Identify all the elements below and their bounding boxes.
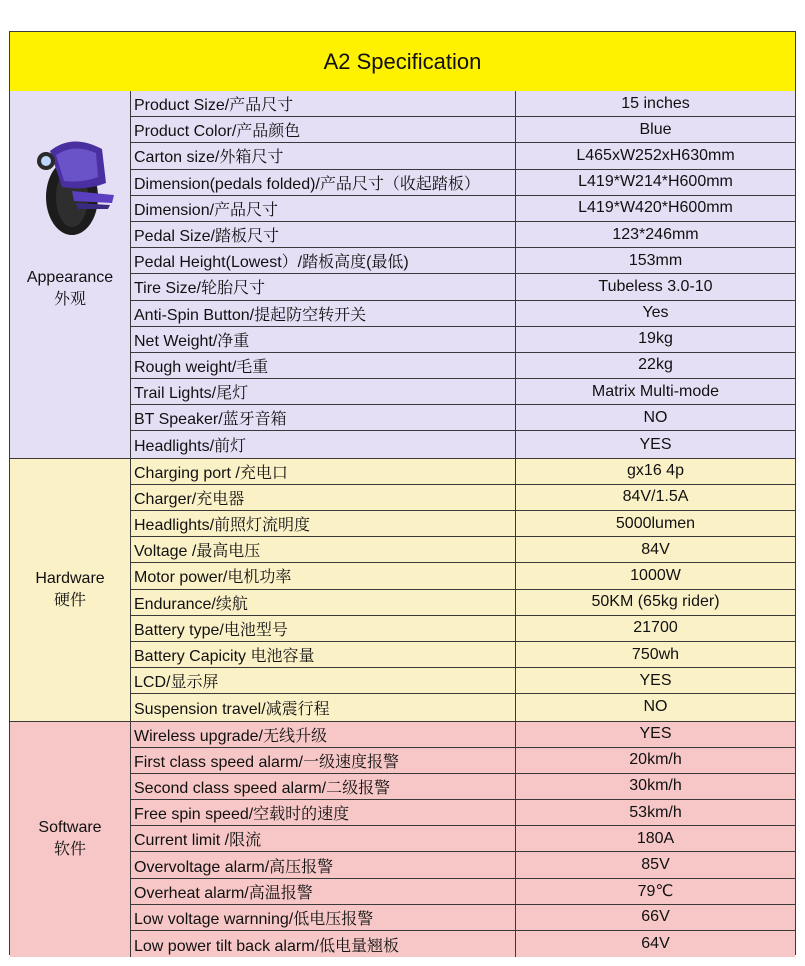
- property-label: Charging port /充电口: [131, 459, 516, 484]
- table-row: [131, 274, 795, 300]
- property-label: Motor power/电机功率: [131, 563, 516, 588]
- table-row: [131, 143, 795, 169]
- table-row: [131, 431, 795, 457]
- property-label: Second class speed alarm/二级报警: [131, 774, 516, 799]
- property-value: 19kg: [638, 330, 673, 348]
- property-label: Pedal Size/踏板尺寸: [131, 222, 516, 247]
- property-value: Blue: [639, 120, 672, 138]
- category-label-en: Hardware: [35, 569, 105, 587]
- table-row: [131, 931, 795, 957]
- property-value: YES: [639, 435, 672, 453]
- category-label-zh: 硬件: [53, 591, 86, 609]
- property-value: Tubeless 3.0-10: [598, 277, 713, 295]
- spec-table: [9, 31, 796, 955]
- property-label: Dimension/产品尺寸: [131, 196, 516, 221]
- table-row: [131, 722, 795, 748]
- property-value: 21700: [633, 619, 678, 637]
- property-label: Rough weight/毛重: [131, 353, 516, 378]
- section-rows: [131, 722, 795, 958]
- property-label: Dimension(pedals folded)/产品尺寸（收起踏板）: [131, 170, 516, 195]
- table-row: [131, 642, 795, 668]
- table-row: [131, 748, 795, 774]
- table-row: [131, 800, 795, 826]
- section-hardware: [10, 459, 795, 722]
- property-label: Headlights/前照灯流明度: [131, 511, 516, 536]
- property-label: Overheat alarm/高温报警: [131, 879, 516, 904]
- section-software: [10, 722, 795, 958]
- table-row: [131, 563, 795, 589]
- property-label: Battery type/电池型号: [131, 616, 516, 641]
- table-row: [131, 485, 795, 511]
- property-value: 5000lumen: [615, 514, 696, 532]
- section-rows: [131, 91, 795, 458]
- table-row: [131, 196, 795, 222]
- section-appearance: [10, 91, 795, 459]
- table-row: [131, 668, 795, 694]
- property-value: NO: [643, 408, 668, 426]
- property-label: Battery Capicity 电池容量: [131, 642, 516, 667]
- property-label: Low voltage warnning/低电压报警: [131, 905, 516, 930]
- property-label: Current limit /限流: [131, 826, 516, 851]
- property-label: Charger/充电器: [131, 485, 516, 510]
- property-value: 180A: [636, 829, 675, 847]
- property-label: Pedal Height(Lowest）/踏板高度(最低): [131, 248, 516, 273]
- table-row: [131, 379, 795, 405]
- table-row: [131, 301, 795, 327]
- table-row: [131, 511, 795, 537]
- table-row: [131, 694, 795, 720]
- table-row: [131, 353, 795, 379]
- property-label: Overvoltage alarm/高压报警: [131, 852, 516, 877]
- table-row: [131, 616, 795, 642]
- spec-grid: [10, 91, 795, 957]
- property-value: 64V: [641, 935, 670, 953]
- property-value: 30km/h: [629, 777, 682, 795]
- property-label: Wireless upgrade/无线升级: [131, 722, 516, 747]
- category-software: [10, 722, 131, 958]
- property-value: 66V: [641, 908, 670, 926]
- table-row: [131, 222, 795, 248]
- table-row: [131, 91, 795, 117]
- table-row: [131, 170, 795, 196]
- table-row: [131, 774, 795, 800]
- table-row: [131, 248, 795, 274]
- section-rows: [131, 459, 795, 721]
- property-value: gx16 4p: [627, 462, 684, 480]
- category-label-en: Appearance: [26, 269, 114, 287]
- property-label: Carton size/外箱尺寸: [131, 143, 516, 168]
- property-value: L419*W420*H600mm: [578, 199, 733, 217]
- property-label: Suspension travel/减震行程: [131, 694, 516, 720]
- category-label-zh: 软件: [53, 841, 86, 859]
- table-row: [131, 852, 795, 878]
- table-row: [131, 590, 795, 616]
- property-value: L465xW252xH630mm: [576, 146, 735, 164]
- property-value: YES: [639, 725, 672, 743]
- table-row: [131, 537, 795, 563]
- property-label: Low power tilt back alarm/低电量翘板: [131, 931, 516, 957]
- property-value: 53km/h: [629, 803, 682, 821]
- property-value: 15 inches: [621, 94, 690, 112]
- property-value: 84V: [641, 540, 670, 558]
- property-label: Voltage /最高电压: [131, 537, 516, 562]
- property-value: 84V/1.5A: [622, 488, 689, 506]
- property-value: 123*246mm: [612, 225, 699, 243]
- property-label: Headlights/前灯: [131, 431, 516, 457]
- property-value: NO: [643, 698, 668, 716]
- property-value: 750wh: [631, 645, 680, 663]
- page-title: A2 Specification: [10, 32, 795, 92]
- property-value: 50KM (65kg rider): [591, 593, 720, 611]
- table-row: [131, 117, 795, 143]
- category-label-en: Software: [38, 819, 102, 837]
- category-label-zh: 外观: [53, 291, 86, 309]
- property-label: Product Color/产品颜色: [131, 117, 516, 142]
- property-label: First class speed alarm/一级速度报警: [131, 748, 516, 773]
- table-row: [131, 405, 795, 431]
- property-label: Trail Lights/尾灯: [131, 379, 516, 404]
- property-label: Product Size/产品尺寸: [131, 91, 516, 116]
- property-value: Yes: [642, 304, 669, 322]
- property-label: Free spin speed/空载时的速度: [131, 800, 516, 825]
- unicycle-product-image: [32, 131, 118, 239]
- property-value: 153mm: [628, 251, 683, 269]
- property-value: Matrix Multi-mode: [591, 382, 720, 400]
- property-label: Anti-Spin Button/提起防空转开关: [131, 301, 516, 326]
- property-label: Net Weight/净重: [131, 327, 516, 352]
- table-row: [131, 905, 795, 931]
- property-value: 22kg: [638, 356, 673, 374]
- category-appearance: [10, 91, 131, 458]
- property-label: Tire Size/轮胎尺寸: [131, 274, 516, 299]
- table-row: [131, 459, 795, 485]
- table-row: [131, 879, 795, 905]
- property-value: L419*W214*H600mm: [578, 173, 733, 191]
- category-hardware: [10, 459, 131, 721]
- property-label: BT Speaker/蓝牙音箱: [131, 405, 516, 430]
- property-value: 1000W: [630, 566, 681, 584]
- property-label: LCD/显示屏: [131, 668, 516, 693]
- property-value: 79℃: [637, 883, 674, 901]
- property-value: YES: [639, 671, 672, 689]
- property-label: Endurance/续航: [131, 590, 516, 615]
- property-value: 20km/h: [629, 751, 682, 769]
- table-row: [131, 327, 795, 353]
- property-value: 85V: [641, 856, 670, 874]
- table-row: [131, 826, 795, 852]
